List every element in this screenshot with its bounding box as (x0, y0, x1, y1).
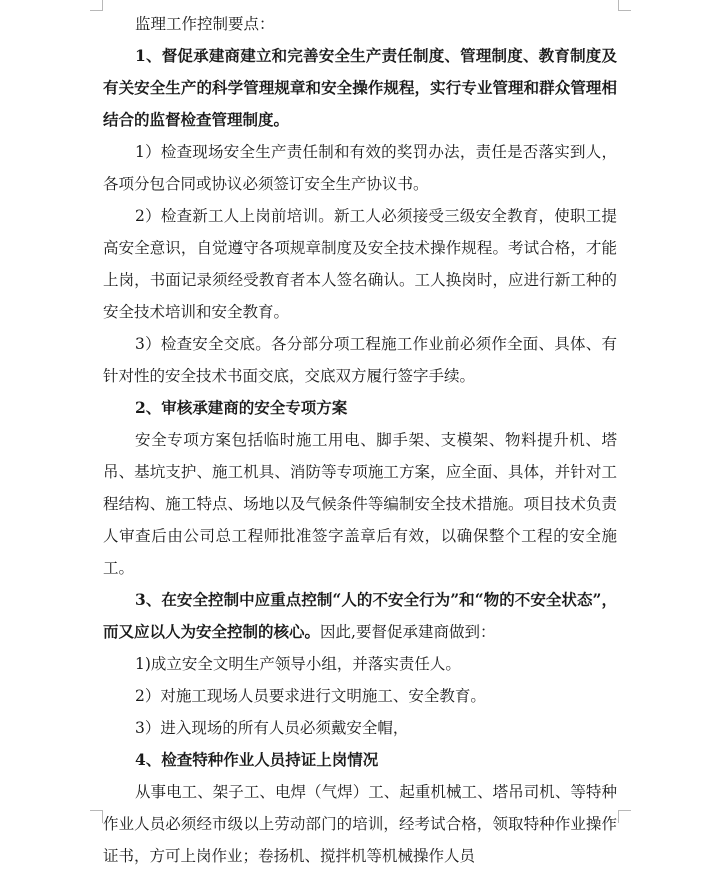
item-1-1: 1）检查现场安全生产责任制和有效的奖罚办法，责任是否落实到人，各项分包合同或协议必须签订安全生产协议书。 (103, 143, 617, 193)
section-4-body: 从事电工、架子工、电焊（气焊）工、起重机械工、塔吊司机、等特种作业人员必须经市级以上劳动部门的培训，经考试合格，领取特种作业操作证书，方可上岗作业；卷扬机、搅拌机等机械操作人员 (103, 783, 617, 865)
page-corner-mark-top-left (90, 0, 103, 11)
page-corner-mark-bottom-left (90, 810, 103, 823)
section-2-heading: 2、审核承建商的安全专项方案 (135, 398, 348, 417)
item-1-2: 2）检查新工人上岗前培训。新工人必须接受三级安全教育，使职工提高安全意识，自觉遵守各项规章制度及安全技术操作规程。考试合格，才能上岗，书面记录须经受教育者本人签名确认。工人换岗时，应进行新工种的安全技术培训和安全教育。 (103, 207, 617, 321)
item-3-2: 2）对施工现场人员要求进行文明施工、安全教育。 (135, 687, 486, 705)
section-3-paragraph (103, 584, 617, 648)
item-3-1: 1)成立安全文明生产领导小组，并落实责任人。 (135, 655, 461, 673)
item-1-3: 3）检查安全交底。各分部分项工程施工作业前必须作全面、具体、有针对性的安全技术书面交底，交底双方履行签字手续。 (103, 335, 617, 385)
item-3-3: 3）进入现场的所有人员必须戴安全帽， (135, 719, 409, 737)
page-corner-mark-bottom-right (618, 810, 631, 823)
section-3-heading: 3、在安全控制中应重点控制“人的不安全行为”和“物的不安全状态”，而又应以人为安全控制的核心。 (103, 590, 617, 641)
document-page (103, 8, 617, 872)
section-1-heading: 1、督促承建商建立和完善安全生产责任制度、管理制度、教育制度及有关安全生产的科学管理规章和安全操作规程，实行专业管理和群众管理相结合的监督检查管理制度。 (103, 46, 617, 129)
intro-paragraph: 监理工作控制要点： (135, 15, 275, 33)
page-corner-mark-top-right (618, 0, 631, 11)
section-4-heading: 4、检查特种作业人员持证上岗情况 (135, 750, 379, 769)
section-3-lead: 因此,要督促承建商做到： (320, 623, 496, 641)
section-2-body: 安全专项方案包括临时施工用电、脚手架、支模架、物料提升机、塔吊、基坑支护、施工机具、消防等专项施工方案，应全面、具体，并针对工程结构、施工特点、场地以及气候条件等编制安全技术措施。项目技术负责人审查后由公司总工程师批准签字盖章后有效，以确保整个工程的安全施工。 (103, 431, 617, 577)
